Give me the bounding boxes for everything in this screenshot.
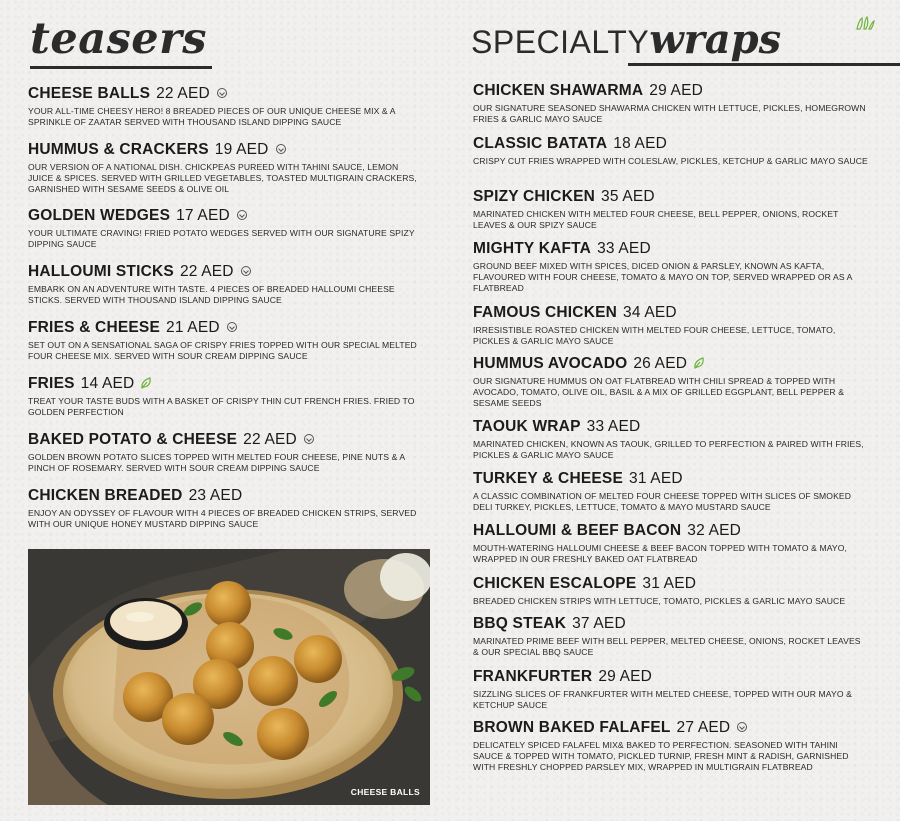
item-description: SIZZLING SLICES OF FRANKFURTER WITH MELTED CHEESE, TOPPED WITH OUR MAYO & KETCHUP SAUCE: [473, 689, 852, 710]
item-name: HUMMUS AVOCADO: [473, 355, 628, 372]
item-title: [473, 135, 868, 153]
menu-item: [473, 82, 868, 125]
vegetarian-icon: [241, 266, 251, 276]
item-description: ENJOY AN ODYSSEY OF FLAVOUR WITH 4 PIECES OF BREADED CHICKEN STRIPS, SERVED WITH OUR UNIQUE HONEY MUSTARD DIPPING SAUCE: [28, 508, 417, 529]
item-name: CHICKEN SHAWARMA: [473, 82, 644, 99]
item-description: MARINATED CHICKEN WITH MELTED FOUR CHEESE, BELL PEPPER, ONIONS, ROCKET LEAVES & OUR SPIZY SAUCE: [473, 209, 839, 230]
item-description: GOLDEN BROWN POTATO SLICES TOPPED WITH MELTED FOUR CHEESE, PINE NUTS & A PINCH OF ROSEMARY. SERVED WITH SOUR CREAM DIPPING SAUCE: [28, 452, 405, 473]
item-description: OUR VERSION OF A NATIONAL DISH. CHICKPEAS PUREED WITH TAHINI SAUCE, LEMON JUICE & SPICES. SERVED WITH GRILLED VEGETABLES, TOASTED MULTIGRAIN CRACKERS, GARNISHED WITH SESAME SEEDS & OLIVE OIL: [28, 162, 417, 194]
item-description: CRISPY CUT FRIES WRAPPED WITH COLESLAW, PICKLES, KETCHUP & GARLIC MAYO SAUCE: [473, 156, 868, 166]
menu-item: [473, 470, 868, 513]
menu-item: [473, 188, 868, 231]
item-name: CHEESE BALLS: [28, 85, 151, 102]
item-price: 27 AED: [676, 719, 731, 736]
item-price: 31 AED: [642, 575, 697, 592]
vegan-leaf-icon: [693, 357, 705, 369]
item-name: FRANKFURTER: [473, 668, 593, 685]
vegetarian-icon: [237, 210, 247, 220]
item-price: 32 AED: [687, 522, 742, 539]
item-title: [473, 304, 868, 322]
menu-item: [28, 487, 420, 530]
item-name: HALLOUMI & BEEF BACON: [473, 522, 682, 539]
item-name: HUMMUS & CRACKERS: [28, 141, 209, 158]
item-title: [473, 719, 868, 737]
item-title: [28, 85, 420, 103]
item-price: 21 AED: [166, 319, 220, 336]
item-price: 34 AED: [623, 304, 677, 321]
menu-item: [473, 240, 868, 294]
menu-item: [473, 668, 868, 711]
item-title: [28, 319, 420, 337]
item-title: [473, 575, 868, 593]
item-name: MIGHTY KAFTA: [473, 240, 592, 257]
photo-caption: CHEESE BALLS: [350, 787, 420, 797]
item-name: FRIES: [28, 375, 75, 392]
specialty-wraps-heading: [471, 16, 782, 63]
item-price: 31 AED: [629, 470, 683, 487]
vegan-leaf-icon: [140, 377, 152, 389]
item-title: [473, 668, 868, 686]
item-price: 19 AED: [214, 141, 269, 158]
item-price: 33 AED: [597, 240, 651, 257]
item-title: [473, 355, 868, 373]
wraps-heading-plain: SPECIALTY: [471, 24, 650, 60]
wraps-heading-rule: [628, 63, 900, 66]
item-description: YOUR ALL-TIME CHEESY HERO! 8 BREADED PIECES OF OUR UNIQUE CHEESE MIX & A SPRINKLE OF ZAATAR SERVED WITH THOUSAND ISLAND DIPPING SAUCE: [28, 106, 396, 127]
item-name: BBQ STEAK: [473, 615, 567, 632]
item-price: 18 AED: [613, 135, 668, 152]
item-price: 14 AED: [80, 375, 135, 392]
item-title: [28, 141, 420, 159]
item-title: [473, 470, 868, 488]
vegetarian-icon: [217, 88, 227, 98]
item-title: [473, 188, 868, 206]
item-price: 22 AED: [156, 85, 210, 102]
item-name: FAMOUS CHICKEN: [473, 304, 618, 321]
wraps-heading-script: wraps: [649, 16, 782, 63]
vegetarian-icon: [276, 144, 286, 154]
menu-item: [28, 207, 420, 250]
item-name: BROWN BAKED FALAFEL: [473, 719, 671, 736]
item-description: IRRESISTIBLE ROASTED CHICKEN WITH MELTED FOUR CHEESE, LETTUCE, TOMATO, PICKLES & GARLIC MAYO SAUCE: [473, 325, 836, 346]
item-description: SET OUT ON A SENSATIONAL SAGA OF CRISPY FRIES TOPPED WITH OUR SPECIAL MELTED FOUR CHEESE MIX. SERVED WITH SOUR CREAM DIPPING SAUCE: [28, 340, 417, 361]
item-title: [473, 240, 868, 258]
teasers-heading: teasers: [30, 14, 208, 64]
item-description: OUR SIGNATURE SEASONED SHAWARMA CHICKEN WITH LETTUCE, PICKLES, HOMEGROWN FRIES & GARLIC MAYO SAUCE: [473, 103, 866, 124]
item-name: HALLOUMI STICKS: [28, 263, 174, 280]
item-price: 29 AED: [598, 668, 653, 685]
item-description: DELICATELY SPICED FALAFEL MIX& BAKED TO PERFECTION. SEASONED WITH TAHINI SAUCE & TOPPED WITH TOMATO, PICKLED TURNIP, FRESH MINT & RADISH, GARNISHED WITH FRESHLY CHOPPED PARSLEY MIX, WRAPPED IN MULTIGRAIN FLATBREAD: [473, 740, 849, 772]
item-title: [28, 487, 420, 505]
item-title: [28, 263, 420, 281]
item-description: OUR SIGNATURE HUMMUS ON OAT FLATBREAD WITH CHILI SPREAD & TOPPED WITH AVOCADO, TOMATO, OLIVE OIL, BASIL & A MIX OF GRILLED EGGPLANT, BELL PEPPER & SESAME SEEDS: [473, 376, 845, 408]
cheese-balls-illustration: [28, 549, 430, 805]
item-price: 22 AED: [243, 431, 297, 448]
menu-item: [28, 141, 420, 195]
item-description: MOUTH-WATERING HALLOUMI CHEESE & BEEF BACON TOPPED WITH TOMATO & MAYO, WRAPPED IN OUR FRESHLY BAKED OAT FLATBREAD: [473, 543, 848, 564]
item-title: [473, 615, 868, 633]
item-description: YOUR ULTIMATE CRAVING! FRIED POTATO WEDGES SERVED WITH OUR SIGNATURE SPIZY DIPPING SAUCE: [28, 228, 415, 249]
item-price: 35 AED: [601, 188, 655, 205]
menu-item: [473, 135, 868, 167]
menu-item: [28, 85, 420, 128]
item-price: 17 AED: [176, 207, 230, 224]
item-price: 37 AED: [572, 615, 626, 632]
item-name: GOLDEN WEDGES: [28, 207, 171, 224]
item-title: [473, 418, 868, 436]
item-price: 33 AED: [586, 418, 641, 435]
item-price: 23 AED: [188, 487, 243, 504]
menu-item: [28, 263, 420, 306]
menu-item: [473, 418, 868, 461]
menu-item: [473, 719, 868, 773]
menu-item: [473, 575, 868, 607]
item-name: TURKEY & CHEESE: [473, 470, 623, 487]
menu-item: [28, 375, 420, 418]
item-name: CHICKEN BREADED: [28, 487, 183, 504]
menu-item: [473, 522, 868, 565]
item-title: [473, 522, 868, 540]
item-description: MARINATED PRIME BEEF WITH BELL PEPPER, MELTED CHEESE, ONIONS, ROCKET LEAVES & OUR SPECIAL BBQ SAUCE: [473, 636, 861, 657]
item-title: [473, 82, 868, 100]
menu-item: [473, 355, 868, 409]
cheese-balls-photo: [28, 549, 430, 805]
item-price: 29 AED: [649, 82, 704, 99]
item-description: GROUND BEEF MIXED WITH SPICES, DICED ONION & PARSLEY, KNOWN AS KAFTA, FLAVOURED WITH FOUR CHEESE, TOMATO & MAYO ON TOP, SERVED WRAPPED OR AS A FLATBREAD: [473, 261, 853, 293]
item-name: FRIES & CHEESE: [28, 319, 160, 336]
vegetarian-icon: [227, 322, 237, 332]
item-title: [28, 431, 420, 449]
item-title: [28, 375, 420, 393]
item-price: 26 AED: [633, 355, 688, 372]
leaf-decoration-icon: [855, 16, 875, 30]
item-description: TREAT YOUR TASTE BUDS WITH A BASKET OF CRISPY THIN CUT FRENCH FRIES. FRIED TO GOLDEN PERFECTION: [28, 396, 415, 417]
teasers-underline: [30, 66, 212, 69]
menu-item: [473, 615, 868, 658]
item-name: SPIZY CHICKEN: [473, 188, 596, 205]
item-description: MARINATED CHICKEN, KNOWN AS TAOUK, GRILLED TO PERFECTION & PAIRED WITH FRIES, PICKLES & GARLIC MAYO SAUCE: [473, 439, 864, 460]
item-name: TAOUK WRAP: [473, 418, 581, 435]
item-description: EMBARK ON AN ADVENTURE WITH TASTE. 4 PIECES OF BREADED HALLOUMI CHEESE STICKS. SERVED WITH THOUSAND ISLAND DIPPING SAUCE: [28, 284, 395, 305]
vegetarian-icon: [304, 434, 314, 444]
item-name: BAKED POTATO & CHEESE: [28, 431, 238, 448]
item-title: [28, 207, 420, 225]
item-description: A CLASSIC COMBINATION OF MELTED FOUR CHEESE TOPPED WITH SLICES OF SMOKED DELI TURKEY, PICKLES, LETTUCE, TOMATO & MAYO MUSTARD SAUCE: [473, 491, 852, 512]
menu-item: [28, 431, 420, 474]
item-name: CLASSIC BATATA: [473, 135, 608, 152]
item-name: CHICKEN ESCALOPE: [473, 575, 637, 592]
item-description: BREADED CHICKEN STRIPS WITH LETTUCE, TOMATO, PICKLES & GARLIC MAYO SAUCE: [473, 596, 846, 606]
vegetarian-icon: [737, 722, 747, 732]
menu-item: [473, 304, 868, 347]
menu-item: [28, 319, 420, 362]
item-price: 22 AED: [179, 263, 234, 280]
